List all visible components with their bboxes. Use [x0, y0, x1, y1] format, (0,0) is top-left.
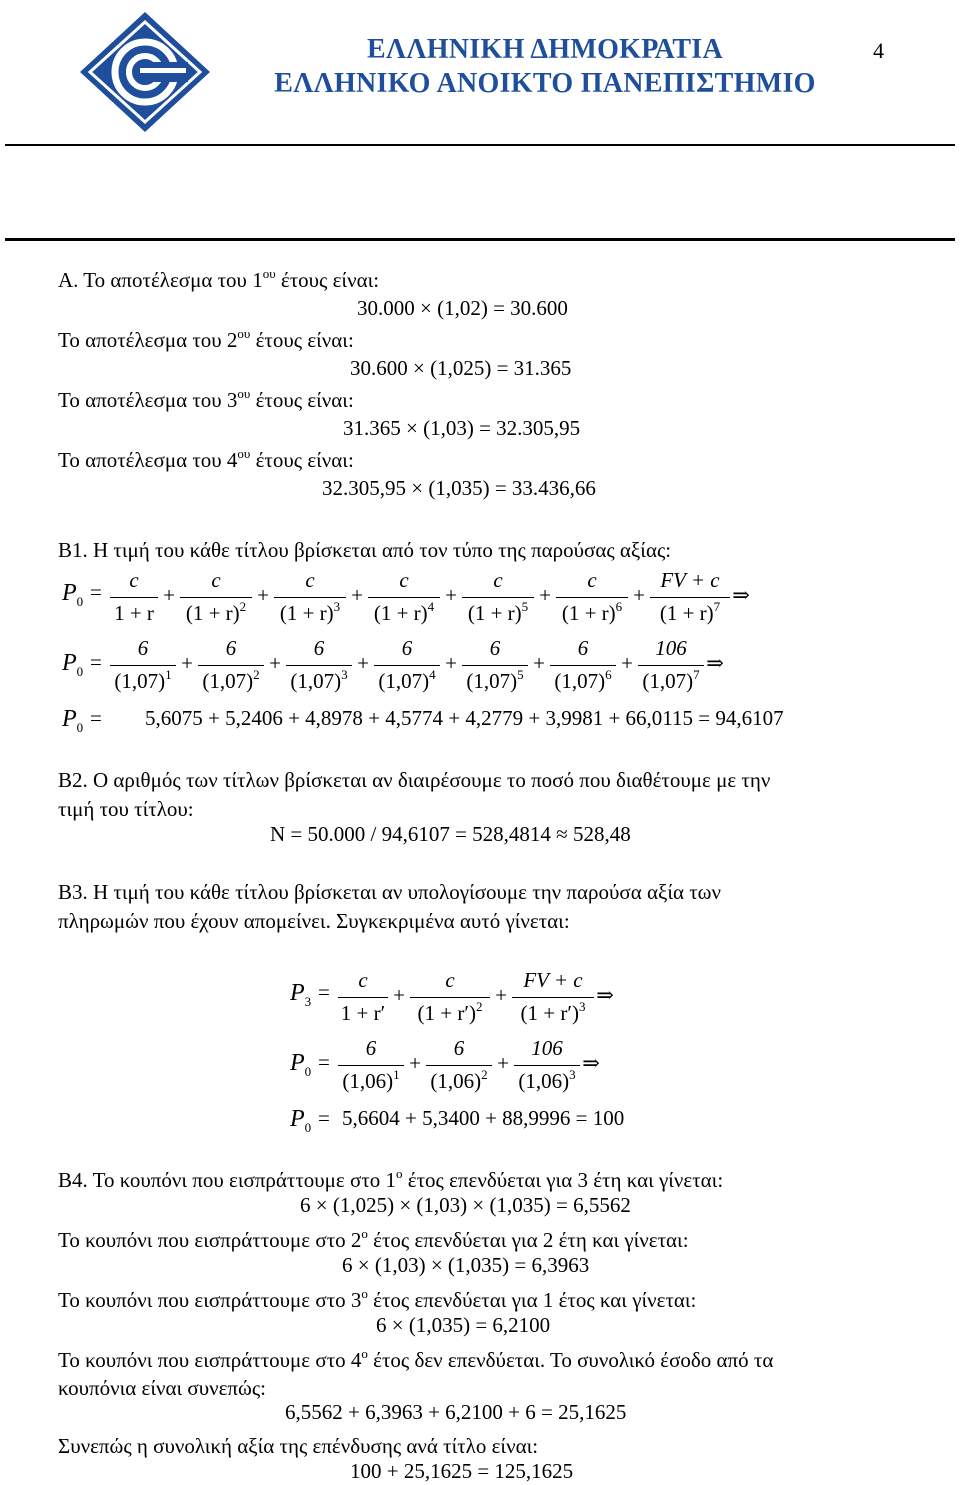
equals-sign: = [90, 580, 102, 604]
part-a-eq-1: 30.000 × (1,02) = 30.600 [357, 296, 568, 320]
fraction-bar [650, 597, 730, 598]
exponent: 3 [569, 1067, 576, 1082]
plus-sign: + [181, 651, 193, 675]
part-b4-eq-2: 6 × (1,03) × (1,035) = 6,3963 [342, 1253, 590, 1277]
exponent: 6 [615, 599, 623, 614]
exponent: 3 [333, 599, 341, 614]
denominator-text: (1,07) [290, 669, 342, 693]
fraction-bar [374, 665, 440, 666]
part-b2-eq: N = 50.000 / 94,6107 = 528,4814 ≈ 528,48 [270, 822, 631, 846]
fraction-denominator [368, 601, 440, 626]
implies-arrow: ⇒ [732, 583, 750, 607]
exponent: 1 [165, 667, 172, 682]
fraction-denominator [180, 601, 252, 626]
fraction-numerator: c [211, 568, 221, 592]
fraction-denominator [462, 669, 528, 694]
fraction-denominator [286, 669, 352, 694]
exponent: 4 [427, 599, 435, 614]
p0-symbol: $P_0$ [62, 580, 84, 609]
page-number: 4 [873, 38, 884, 63]
part-a-label-2: Το αποτέλεσμα του $2^{o\upsilon}$ έτους είναι: [58, 326, 354, 352]
implies-arrow: ⇒ [706, 651, 724, 675]
fraction-denominator [462, 601, 534, 626]
plus-sign: + [393, 983, 405, 1007]
fraction-bar [638, 665, 704, 666]
exponent: 5 [517, 667, 524, 682]
part-a-label-4: Το αποτέλεσμα του $4^{o\upsilon}$ έτους είναι: [58, 446, 354, 472]
plus-sign: + [357, 651, 369, 675]
fraction-numerator: c [587, 568, 597, 592]
fraction-numerator: 106 [655, 636, 687, 660]
denominator-text: (1,07) [378, 669, 430, 693]
fraction-numerator: c [358, 968, 368, 992]
denominator-text: (1 + r) [185, 601, 240, 625]
fraction-numerator: c [129, 568, 139, 592]
fraction-bar [368, 597, 440, 598]
denominator-text: (1 + r) [467, 601, 522, 625]
equals-sign-5: = [318, 1050, 330, 1074]
denominator-text: (1,07) [554, 669, 606, 693]
part-b4-line-1: Β4. Το κουπόνι που εισπράττουμε στο $1^o$ έτος επενδύεται για 3 έτη και γίνεται: [58, 1166, 724, 1192]
denominator-text: (1 + r′) [417, 1001, 476, 1025]
fraction-numerator: c [493, 568, 503, 592]
fraction-denominator [374, 669, 440, 694]
fraction-denominator [338, 1001, 388, 1026]
fraction-bar [180, 597, 252, 598]
fraction-numerator: 6 [401, 636, 413, 660]
equals-sign-4: = [318, 980, 330, 1004]
plus-sign: + [409, 1051, 421, 1075]
fraction-denominator [550, 669, 616, 694]
denominator-text: (1,06) [518, 1069, 570, 1093]
header-line-2: ΕΛΛΗΝΙΚΟ ΑΝΟΙΚΤΟ ΠΑΝΕΠΙΣΤΗΜΙΟ [274, 68, 816, 99]
fraction-denominator [198, 669, 264, 694]
part-b2-text-2: τιμή του τίτλου: [58, 797, 194, 821]
fraction-denominator [650, 601, 730, 626]
part-a-intro: Α. Το αποτέλεσμα του $1^{o\upsilon}$ έτους είναι: [58, 266, 380, 292]
part-b4-eq-1: 6 × (1,025) × (1,03) × (1,035) = 6,5562 [300, 1193, 631, 1217]
part-b3-text-1: Β3. Η τιμή του κάθε τίτλου βρίσκεται αν υπολογίσουμε την παρούσα αξία των [58, 880, 721, 904]
part-b4-eq-5: 100 + 25,1625 = 125,1625 [350, 1459, 574, 1483]
part-a-eq-4: 32.305,95 × (1,035) = 33.436,66 [322, 476, 596, 500]
part-b4-line-3: Το κουπόνι που εισπράττουμε στο $3^o$ έτος επενδύεται για 1 έτος και γίνεται: [58, 1286, 697, 1312]
equals-sign-2: = [90, 650, 102, 674]
fraction-numerator: c [399, 568, 409, 592]
denominator-text: 1 + r′ [340, 1001, 386, 1025]
fraction-numerator: c [445, 968, 455, 992]
plus-sign: + [269, 651, 281, 675]
part-b4-line-4: Το κουπόνι που εισπράττουμε στο $4^o$ έτος δεν επενδύεται. Το συνολικό έσοδο από τα [58, 1346, 774, 1372]
exponent: 5 [521, 599, 529, 614]
exponent: 7 [693, 667, 700, 682]
equals-sign-6: = [318, 1106, 330, 1130]
plus-sign: + [539, 583, 551, 607]
exponent: 4 [429, 667, 436, 682]
p0-symbol-3: $P_0$ [62, 706, 84, 735]
fraction-numerator: 6 [489, 636, 501, 660]
fraction-denominator [410, 1001, 490, 1026]
fraction-numerator: 6 [225, 636, 237, 660]
fraction-denominator [110, 601, 158, 626]
fraction-bar [462, 597, 534, 598]
plus-sign: + [351, 583, 363, 607]
exponent: 1 [393, 1067, 400, 1082]
fraction-numerator: FV + c [523, 968, 583, 992]
denominator-text: (1 + r) [561, 601, 616, 625]
b1-sum-line: 5,6075 + 5,2406 + 4,8978 + 4,5774 + 4,2779 + 3,9981 + 66,0115 = 94,6107 [145, 706, 784, 730]
part-b4-line-5: κουπόνια είναι συνεπώς: [58, 1376, 266, 1400]
exponent: 3 [341, 667, 348, 682]
fraction-bar [514, 1065, 580, 1066]
p0-symbol-4: $P_0$ [290, 1050, 312, 1079]
part-a-eq-2: 30.600 × (1,025) = 31.365 [350, 356, 572, 380]
p0-symbol-2: $P_0$ [62, 650, 84, 679]
implies-arrow: ⇒ [596, 983, 614, 1007]
fraction-denominator [514, 1069, 580, 1094]
denominator-text: (1 + r) [659, 601, 714, 625]
plus-sign: + [497, 1051, 509, 1075]
fraction-numerator: FV + c [660, 568, 720, 592]
p0-symbol-5: $P_0$ [290, 1106, 312, 1135]
plus-sign: + [163, 583, 175, 607]
header-rule-top [5, 144, 955, 146]
fraction-bar [110, 597, 158, 598]
plus-sign: + [621, 651, 633, 675]
fraction-numerator: 6 [313, 636, 325, 660]
fraction-numerator: 6 [577, 636, 589, 660]
plus-sign: + [533, 651, 545, 675]
fraction-bar [274, 597, 346, 598]
part-b2-text-1: Β2. Ο αριθμός των τίτλων βρίσκεται αν διαιρέσουμε το ποσό που διαθέτουμε με την [58, 768, 771, 792]
denominator-text: (1,07) [466, 669, 518, 693]
b3-sum-line: 5,6604 + 5,3400 + 88,9996 = 100 [342, 1106, 625, 1130]
denominator-text: (1 + r) [373, 601, 428, 625]
fraction-bar [550, 665, 616, 666]
exponent: 2 [481, 1067, 488, 1082]
fraction-bar [462, 665, 528, 666]
fraction-numerator: 6 [365, 1036, 377, 1060]
exponent: 2 [239, 599, 247, 614]
denominator-text: (1,07) [114, 669, 166, 693]
p3-symbol: $P_3$ [290, 980, 312, 1009]
part-b4-line-2: Το κουπόνι που εισπράττουμε στο $2^o$ έτος επενδύεται για 2 έτη και γίνεται: [58, 1226, 689, 1252]
fraction-bar [512, 997, 594, 998]
exponent: 7 [713, 599, 721, 614]
fraction-denominator [110, 669, 176, 694]
part-a-label-3: Το αποτέλεσμα του $3^{o\upsilon}$ έτους είναι: [58, 386, 354, 412]
exponent: 2 [475, 999, 483, 1014]
header-rule-bottom [5, 238, 955, 241]
fraction-bar [410, 997, 490, 998]
plus-sign: + [445, 583, 457, 607]
denominator-text: (1 + r) [279, 601, 334, 625]
fraction-numerator: 106 [531, 1036, 563, 1060]
denominator-text: (1,06) [430, 1069, 482, 1093]
fraction-denominator [426, 1069, 492, 1094]
exponent: 3 [578, 999, 586, 1014]
exponent: 2 [253, 667, 260, 682]
fraction-denominator [556, 601, 628, 626]
fraction-numerator: c [305, 568, 315, 592]
denominator-text: (1 + r′) [520, 1001, 579, 1025]
fraction-bar [110, 665, 176, 666]
denominator-text: 1 + r [114, 601, 154, 625]
part-b3-text-2: πληρωμών που έχουν απομείνει. Συγκεκριμένα αυτό γίνεται: [58, 909, 570, 933]
fraction-bar [198, 665, 264, 666]
plus-sign: + [445, 651, 457, 675]
fraction-denominator [338, 1069, 404, 1094]
exponent: 6 [605, 667, 612, 682]
fraction-bar [426, 1065, 492, 1066]
denominator-text: (1,07) [642, 669, 694, 693]
part-a-eq-3: 31.365 × (1,03) = 32.305,95 [343, 416, 581, 440]
equals-sign-3: = [90, 706, 102, 730]
fraction-bar [338, 997, 388, 998]
fraction-numerator: 6 [137, 636, 149, 660]
denominator-text: (1,07) [202, 669, 254, 693]
fraction-denominator [274, 601, 346, 626]
plus-sign: + [257, 583, 269, 607]
part-b1-text: Β1. Η τιμή του κάθε τίτλου βρίσκεται από τον τύπο της παρούσας αξίας: [58, 538, 672, 562]
fraction-denominator [512, 1001, 594, 1026]
part-b4-line-6: Συνεπώς η συνολική αξία της επένδυσης ανά τίτλο είναι: [58, 1434, 539, 1458]
plus-sign: + [495, 983, 507, 1007]
header-line-1: ΕΛΛΗΝΙΚΗ ΔΗΜΟΚΡΑΤΙΑ [366, 34, 724, 65]
fraction-bar [338, 1065, 404, 1066]
fraction-bar [286, 665, 352, 666]
plus-sign: + [633, 583, 645, 607]
fraction-denominator [638, 669, 704, 694]
part-b4-eq-4: 6,5562 + 6,3963 + 6,2100 + 6 = 25,1625 [285, 1400, 627, 1424]
denominator-text: (1,06) [342, 1069, 394, 1093]
part-b4-eq-3: 6 × (1,035) = 6,2100 [376, 1313, 551, 1337]
fraction-numerator: 6 [453, 1036, 465, 1060]
implies-arrow: ⇒ [582, 1051, 600, 1075]
fraction-bar [556, 597, 628, 598]
